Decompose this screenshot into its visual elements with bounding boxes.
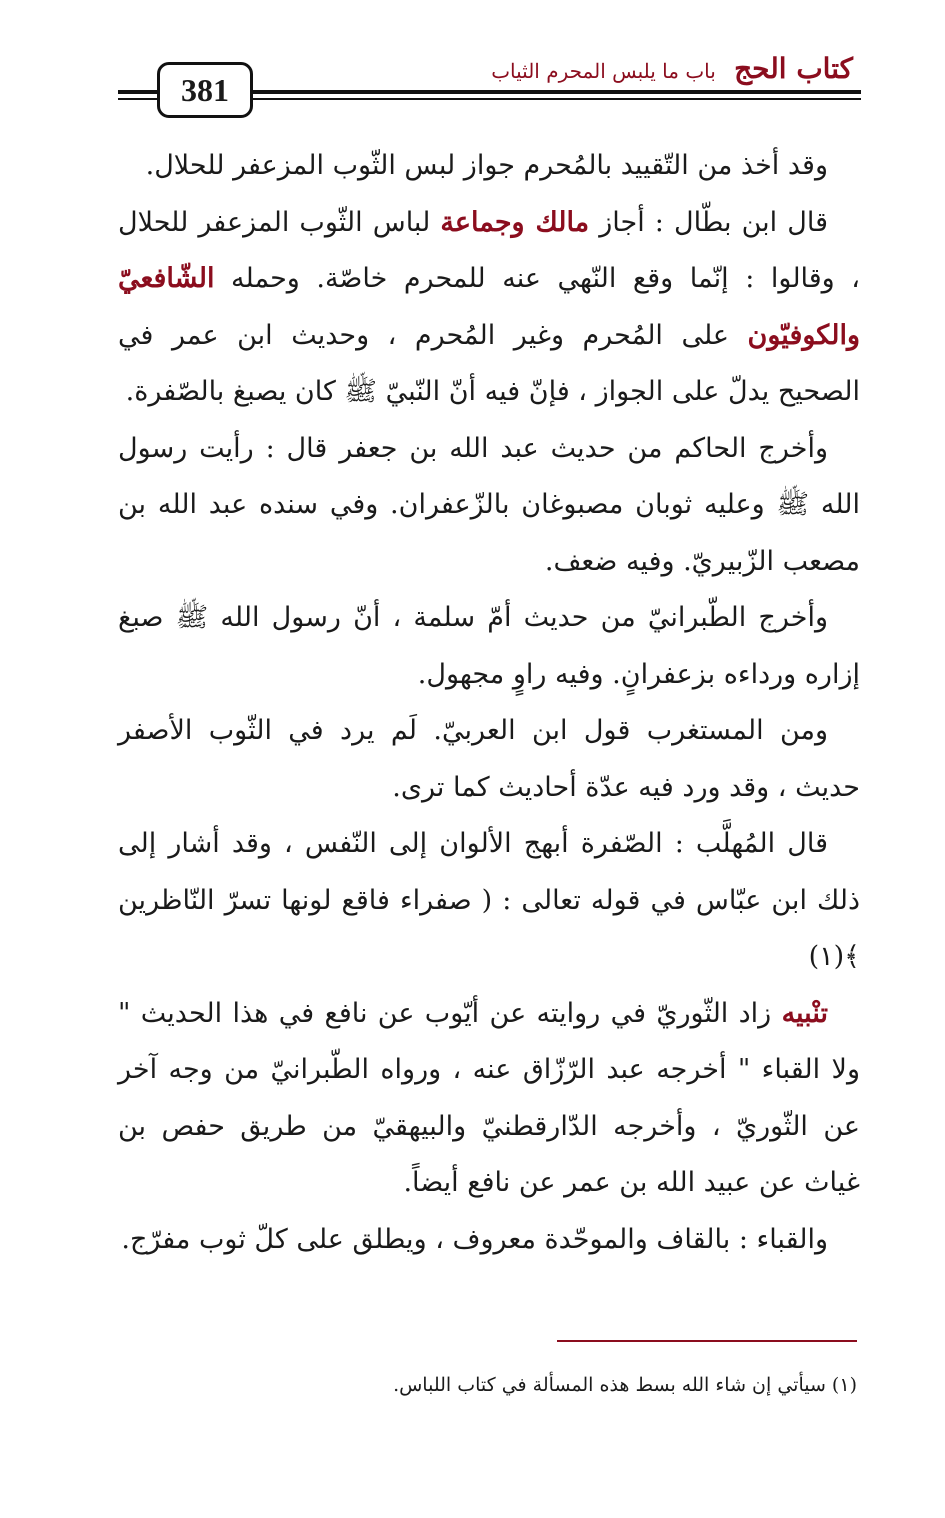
text-run: زاد الثّوريّ في روايته عن أيّوب عن نافع في هذا الحديث " ولا القباء " أخرجه عبد الرّزّاق عنه ، ورواه الطّبرانيّ من وجه آخر عن الثّوريّ ، وأخرجه الدّارقطنيّ والبيهقيّ من طريق حفص بن غياث عن عبيد الله بن عمر عن نافع أيضاً.	[118, 997, 860, 1198]
text-run: على المُحرم وغير المُحرم ، وحديث ابن عمر في الصحيح يدلّ على الجواز ، فإنّ فيه أنّ النّبيّ ﷺ كان يصبغ بالصّفرة.	[118, 319, 860, 407]
paragraph	[118, 816, 860, 986]
text-run: وقد أخذ من التّقييد بالمُحرم جواز لبس الثّوب المزعفر للحلال.	[145, 150, 828, 181]
book-title: كتاب الحج	[734, 52, 853, 85]
text-run: لباس الثّوب المزعفر للحلال ، وقالوا : إنّما وقع النّهي عنه للمحرم خاصّة. وحمله	[118, 206, 860, 294]
header-rule	[118, 90, 160, 94]
highlighted-name: تنْبيه	[781, 997, 828, 1029]
paragraph	[118, 703, 860, 816]
text-run: وأخرج الطّبرانيّ من حديث أمّ سلمة ، أنّ رسول الله ﷺ صبغ إزاره ورداءه بزعفرانٍ. وفيه راوٍ مجهول.	[118, 602, 860, 690]
highlighted-name: الشّافعيّ والكوفيّون	[118, 263, 860, 351]
footnote-separator	[557, 1340, 857, 1342]
paragraph	[118, 986, 860, 1212]
running-title	[491, 52, 853, 85]
footnote: (١) سيأتي إن شاء الله بسط هذه المسألة في كتاب اللباس.	[393, 1374, 857, 1396]
header-rule-thin	[246, 98, 861, 100]
paragraph	[118, 590, 860, 703]
header-rule	[246, 90, 861, 94]
text-run: قال ابن بطّال : أجاز	[589, 206, 828, 238]
text-run: ومن المستغرب قول ابن العربيّ. لَم يرد في الثّوب الأصفر حديث ، وقد ورد فيه عدّة أحاديث كما ترى.	[118, 715, 860, 803]
page-number: 381	[157, 62, 253, 118]
text-run: والقباء : بالقاف والموحّدة معروف ، ويطلق على كلّ ثوب مفرّج.	[121, 1223, 828, 1255]
paragraph	[118, 421, 860, 591]
chapter-title: باب ما يلبس المحرم الثياب	[491, 59, 716, 83]
body-text	[118, 138, 860, 1268]
text-run: قال المُهلَّب : الصّفرة أبهج الألوان إلى النّفس ، وقد أشار إلى ذلك ابن عبّاس في قوله تعالى : ( صفراء فاقع لونها تسرّ النّاظرين ﴾(١)	[118, 828, 860, 972]
text-run: وأخرج الحاكم من حديث عبد الله بن جعفر قال : رأيت رسول الله ﷺ وعليه ثوبان مصبوغان بالزّعفران. وفي سنده عبد الله بن مصعب الزّبيريّ. وفيه ضعف.	[118, 432, 860, 577]
paragraph	[118, 138, 860, 195]
paragraph	[118, 195, 860, 421]
page-header	[0, 0, 945, 120]
highlighted-name: مالك وجماعة	[440, 206, 590, 238]
paragraph	[118, 1212, 860, 1269]
header-rule-thin	[118, 98, 160, 100]
